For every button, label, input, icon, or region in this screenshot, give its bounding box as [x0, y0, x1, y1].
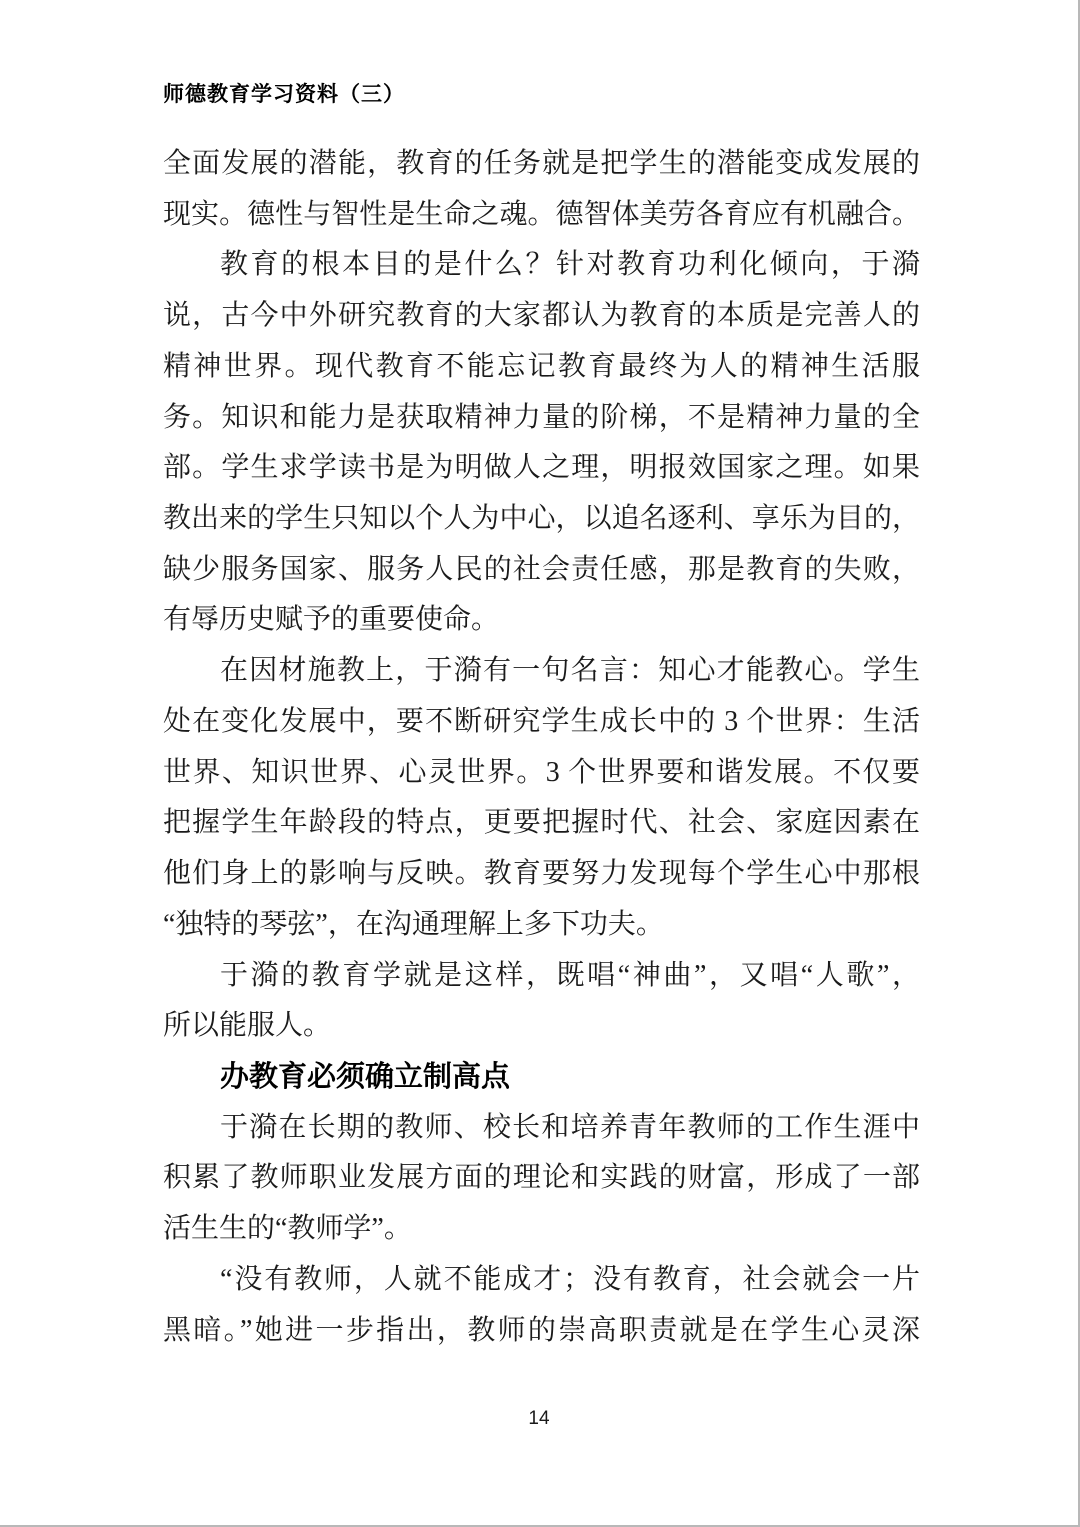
section-heading — [163, 1052, 920, 1103]
text-line: 处在变化发展中，要不断研究学生成长中的 3 个世界：生活 — [163, 705, 920, 737]
text-line: 在因材施教上，于漪有一句名言：知心才能教心。学生 — [220, 655, 920, 687]
paragraph — [163, 1255, 920, 1356]
text-line: 积累了教师职业发展方面的理论和实践的财富，形成了一部 — [163, 1162, 920, 1194]
paragraph — [163, 139, 920, 240]
text-line: 部。学生求学读书是为明做人之理，明报效国家之理。如果 — [163, 452, 920, 484]
text-line: 世界、知识世界、心灵世界。3 个世界要和谐发展。不仅要 — [163, 756, 920, 788]
text-line: 把握学生年龄段的特点，更要把握时代、社会、家庭因素在 — [163, 807, 920, 839]
paragraph — [163, 951, 920, 1052]
text-line: 务。知识和能力是获取精神力量的阶梯，不是精神力量的全 — [163, 401, 920, 433]
paragraph — [163, 240, 920, 646]
page-number: 14 — [528, 1408, 550, 1429]
text-line: 黑暗。”她进一步指出，教师的崇高职责就是在学生心灵深 — [163, 1314, 920, 1346]
text-line: 活生生的“教师学”。 — [163, 1213, 412, 1245]
text-line: 教出来的学生只知以个人为中心，以追名逐利、享乐为目的， — [163, 503, 920, 535]
text-line: 于漪的教育学就是这样，既唱“神曲”，又唱“人歌”， — [220, 959, 920, 991]
text-line: 全面发展的潜能，教育的任务就是把学生的潜能变成发展的 — [163, 148, 920, 179]
text-line: “没有教师，人就不能成才；没有教育，社会就会一片 — [220, 1263, 920, 1295]
text-line: 缺少服务国家、服务人民的社会责任感，那是教育的失败， — [163, 553, 920, 585]
document-body — [163, 139, 920, 1356]
text-line: 办教育必须确立制高点 — [220, 1060, 511, 1093]
text-line: 精神世界。现代教育不能忘记教育最终为人的精神生活服 — [163, 350, 920, 382]
page-footer — [0, 1408, 1078, 1430]
text-line: 于漪在长期的教师、校长和培养青年教师的工作生涯中 — [220, 1111, 920, 1143]
text-line: 教育的根本目的是什么？针对教育功利化倾向，于漪 — [220, 249, 920, 281]
text-line: 现实。德性与智性是生命之魂。德智体美劳各育应有机融合。 — [163, 198, 920, 230]
paragraph — [163, 646, 920, 950]
paragraph — [163, 1103, 920, 1255]
document-header: 师德教育学习资料（三） — [163, 82, 405, 106]
text-line: “独特的琴弦”，在沟通理解上多下功夫。 — [163, 908, 664, 940]
text-line: 所以能服人。 — [163, 1010, 332, 1042]
text-line: 说，古今中外研究教育的大家都认为教育的本质是完善人的 — [163, 300, 920, 332]
text-line: 有辱历史赋予的重要使命。 — [163, 604, 500, 636]
text-line: 他们身上的影响与反映。教育要努力发现每个学生心中那根 — [163, 858, 920, 890]
